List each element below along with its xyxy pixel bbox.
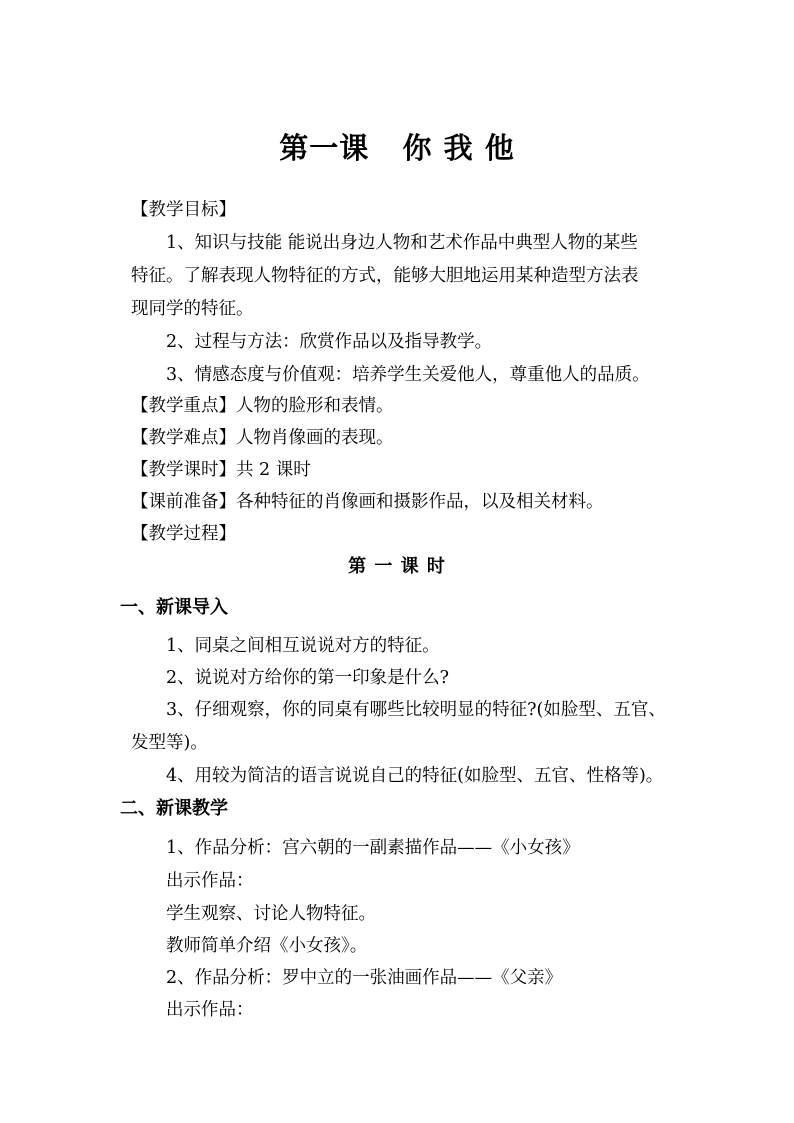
section-line: 2、作品分析：罗中立的一张油画作品——《父亲》 — [166, 968, 563, 988]
section-heading: 一、新课导入 — [120, 597, 228, 618]
objective-line: 特征。了解表现人物特征的方式，能够大胆地运用某种造型方法表 — [131, 266, 639, 286]
section-line: 教师简单介绍《小女孩》。 — [166, 936, 368, 956]
objectives-label: 【教学目标】 — [131, 200, 236, 220]
difficulty: 【教学难点】人物肖像画的表现。 — [131, 428, 394, 448]
preparation: 【课前准备】各种特征的肖像画和摄影作品，以及相关材料。 — [131, 492, 604, 512]
section-line: 4、用较为简洁的语言说说自己的特征(如脸型、五官、性格等)。 — [166, 766, 664, 786]
page-title: 第一课 你 我 他 — [279, 131, 515, 165]
section-line: 2、说说对方给你的第一印象是什么? — [166, 668, 450, 688]
objective-line: 2、过程与方法：欣赏作品以及指导教学。 — [166, 332, 493, 352]
section-line: 1、作品分析：宫六朝的一副素描作品——《小女孩》 — [166, 838, 580, 858]
lesson-title: 第 一 课 时 — [348, 556, 446, 577]
section-line: 出示作品： — [166, 871, 254, 891]
objective-line: 3、情感态度与价值观：培养学生关爱他人，尊重他人的品质。 — [166, 365, 650, 385]
section-line: 出示作品： — [166, 1000, 254, 1020]
section-line: 学生观察、讨论人物特征。 — [166, 904, 376, 924]
section-heading: 二、新课教学 — [120, 798, 228, 819]
class-hours: 【教学课时】共 2 课时 — [131, 460, 311, 480]
section-line: 发型等)。 — [131, 733, 208, 753]
key-point: 【教学重点】人物的脸形和表情。 — [131, 396, 394, 416]
section-line: 1、同桌之间相互说说对方的特征。 — [166, 636, 440, 656]
objective-line: 1、知识与技能 能说出身边人物和艺术作品中典型人物的某些 — [166, 233, 638, 253]
objective-line: 现同学的特征。 — [131, 299, 254, 319]
process-label: 【教学过程】 — [131, 524, 236, 544]
section-line: 3、仔细观察，你的同桌有哪些比较明显的特征?(如脸型、五官、 — [166, 700, 666, 720]
